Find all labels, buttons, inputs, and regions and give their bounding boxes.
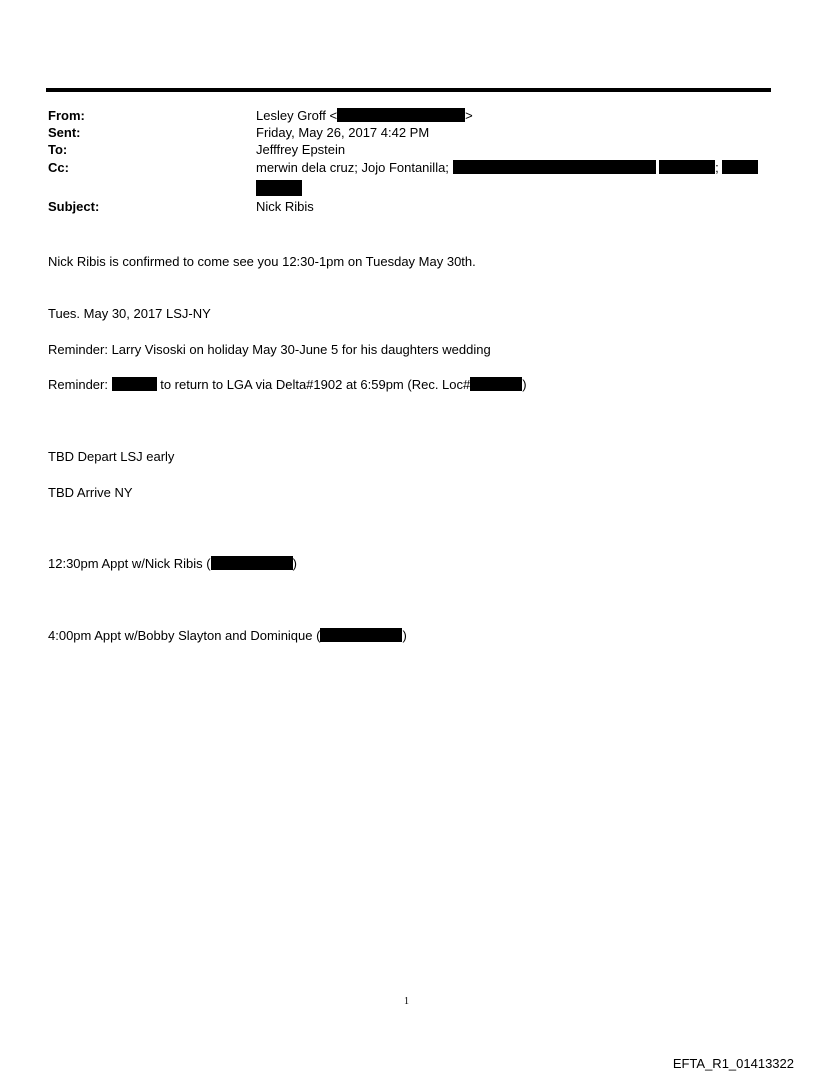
redaction bbox=[337, 108, 465, 122]
appt-2-close: ) bbox=[402, 628, 407, 643]
body-reminder-1: Reminder: Larry Visoski on holiday May 30-June 5 for his daughters wedding bbox=[48, 342, 491, 357]
from-label: From: bbox=[48, 108, 85, 123]
redaction bbox=[256, 180, 302, 196]
subject-value: Nick Ribis bbox=[256, 199, 314, 214]
page-number: 1 bbox=[404, 996, 409, 1007]
sent-label: Sent: bbox=[48, 125, 81, 140]
cc-names: merwin dela cruz; Jojo Fontanilla; bbox=[256, 160, 449, 175]
reminder-label: Reminder: bbox=[48, 377, 108, 392]
from-close: > bbox=[465, 108, 473, 123]
bates-number: EFTA_R1_01413322 bbox=[672, 1056, 794, 1071]
redaction bbox=[470, 377, 522, 391]
to-label: To: bbox=[48, 142, 68, 157]
redaction bbox=[112, 377, 157, 391]
to-value: Jefffrey Epstein bbox=[256, 142, 346, 157]
subject-label: Subject: bbox=[48, 199, 100, 214]
body-appt-2 bbox=[48, 628, 407, 644]
body-depart: TBD Depart LSJ early bbox=[48, 449, 175, 464]
body-arrive: TBD Arrive NY bbox=[48, 485, 133, 500]
appt-2-text: 4:00pm Appt w/Bobby Slayton and Dominique ( bbox=[48, 628, 321, 643]
appt-1-text: 12:30pm Appt w/Nick Ribis ( bbox=[48, 556, 211, 571]
redaction bbox=[453, 160, 656, 174]
redaction bbox=[722, 160, 758, 174]
cc-value bbox=[256, 160, 758, 176]
header-rule bbox=[46, 88, 771, 92]
appt-1-close: ) bbox=[292, 556, 297, 571]
cc-label: Cc: bbox=[48, 160, 69, 175]
redaction bbox=[320, 628, 402, 642]
cc-separator: ; bbox=[715, 160, 719, 175]
body-appt-1 bbox=[48, 556, 297, 572]
redaction bbox=[211, 556, 293, 570]
body-date-route: Tues. May 30, 2017 LSJ-NY bbox=[48, 306, 211, 321]
reminder-close: ) bbox=[522, 377, 527, 392]
body-reminder-2 bbox=[48, 377, 527, 393]
redaction bbox=[659, 160, 715, 174]
reminder-text: to return to LGA via Delta#1902 at 6:59pm (Rec. Loc# bbox=[160, 377, 471, 392]
from-name: Lesley Groff < bbox=[256, 108, 338, 123]
from-value bbox=[256, 108, 473, 124]
sent-value: Friday, May 26, 2017 4:42 PM bbox=[256, 125, 430, 140]
body-confirmation: Nick Ribis is confirmed to come see you 12:30-1pm on Tuesday May 30th. bbox=[48, 254, 476, 269]
